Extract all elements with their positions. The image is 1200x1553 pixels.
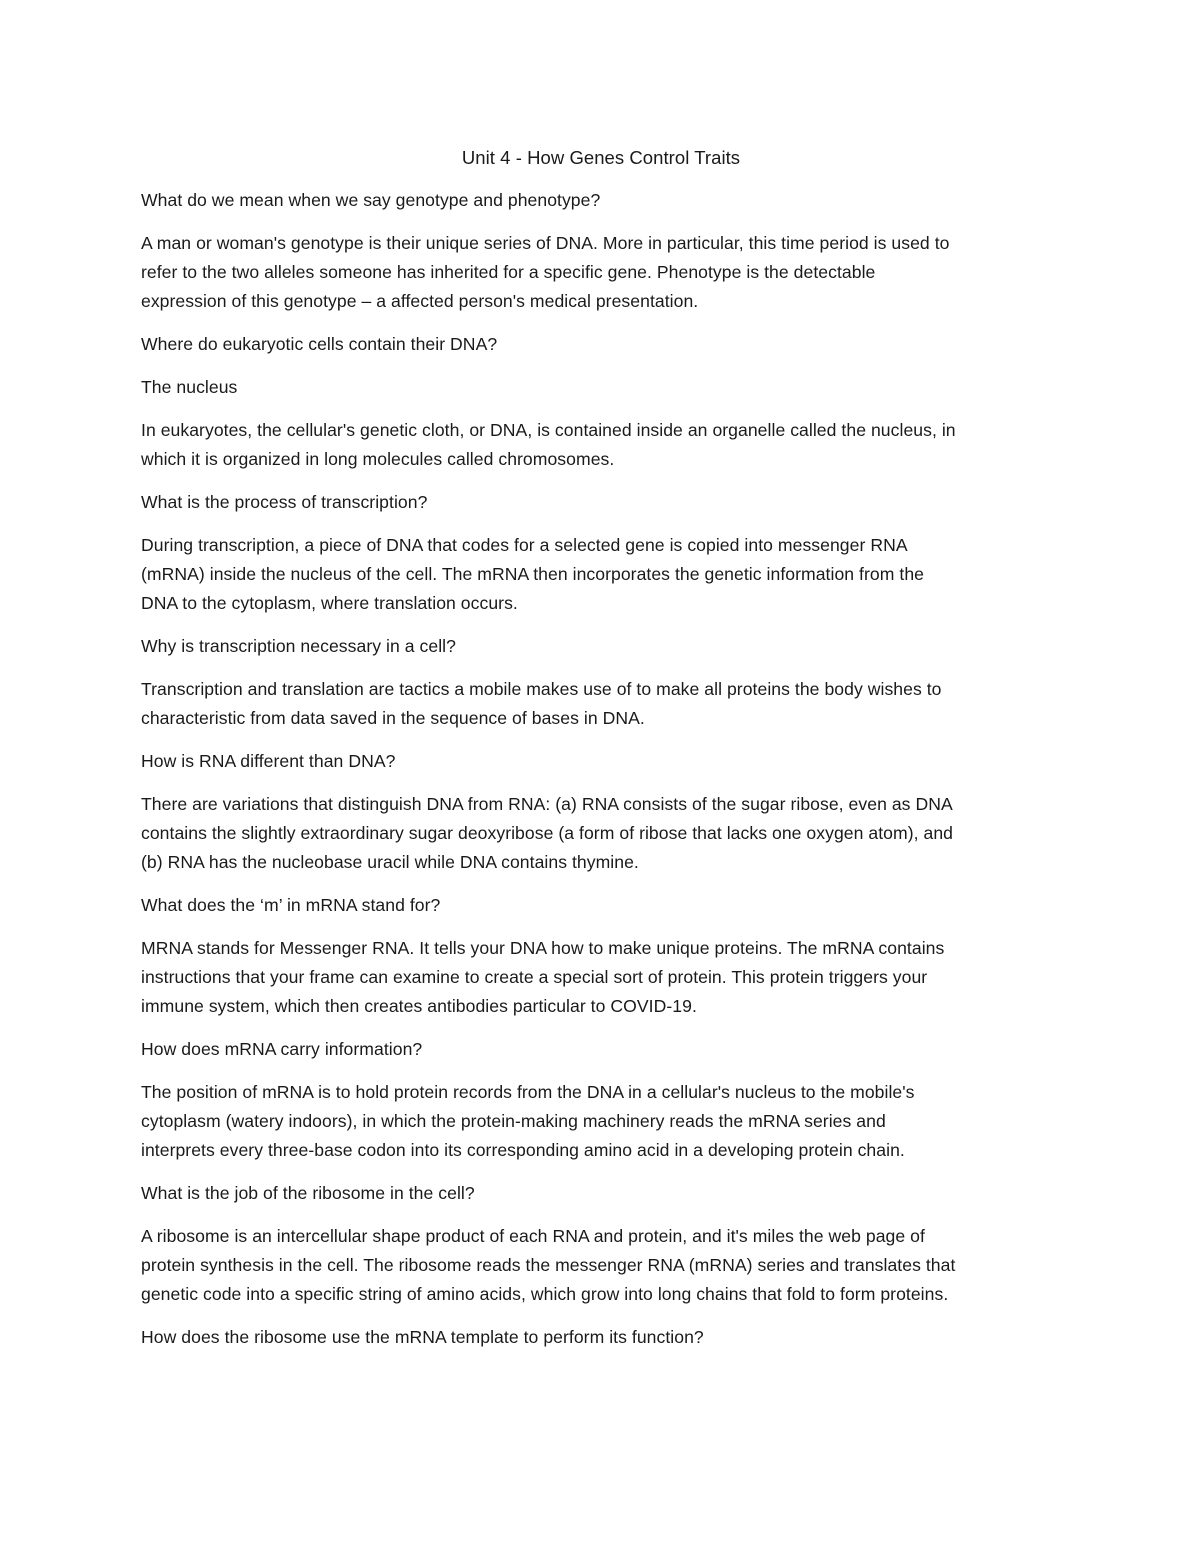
paragraph (141, 488, 1061, 517)
paragraph (141, 1035, 1061, 1064)
text-line: protein synthesis in the cell. The ribosome reads the messenger RNA (mRNA) series and translates that (141, 1255, 956, 1275)
text-line: DNA to the cytoplasm, where translation occurs. (141, 593, 518, 613)
text-line: A man or woman's genotype is their unique series of DNA. More in particular, this time period is used to (141, 233, 950, 253)
text-line: (b) RNA has the nucleobase uracil while DNA contains thymine. (141, 852, 639, 872)
paragraph (141, 416, 1061, 474)
paragraph (141, 1323, 1061, 1352)
text-line: cytoplasm (watery indoors), in which the protein-making machinery reads the mRNA series and (141, 1111, 886, 1131)
text-line: Transcription and translation are tactics a mobile makes use of to make all proteins the body wishes to (141, 679, 942, 699)
paragraph (141, 747, 1061, 776)
paragraph (141, 1179, 1061, 1208)
text-line: How does the ribosome use the mRNA template to perform its function? (141, 1327, 704, 1347)
text-line: expression of this genotype – a affected person's medical presentation. (141, 291, 699, 311)
text-line: The nucleus (141, 377, 238, 397)
text-line: contains the slightly extraordinary sugar deoxyribose (a form of ribose that lacks one oxygen atom), and (141, 823, 953, 843)
paragraph (141, 934, 1061, 1021)
paragraph (141, 531, 1061, 618)
text-line: During transcription, a piece of DNA that codes for a selected gene is copied into messenger RNA (141, 535, 908, 555)
paragraph (141, 632, 1061, 661)
paragraph (141, 1222, 1061, 1309)
paragraph (141, 891, 1061, 920)
text-line: genetic code into a specific string of amino acids, which grow into long chains that fold to form proteins. (141, 1284, 949, 1304)
text-line: What does the ‘m’ in mRNA stand for? (141, 895, 441, 915)
paragraph (141, 675, 1061, 733)
text-line: which it is organized in long molecules called chromosomes. (141, 449, 615, 469)
paragraph (141, 1078, 1061, 1165)
text-line: In eukaryotes, the cellular's genetic cloth, or DNA, is contained inside an organelle called the nucleus, in (141, 420, 956, 440)
text-line: characteristic from data saved in the sequence of bases in DNA. (141, 708, 645, 728)
text-line: There are variations that distinguish DNA from RNA: (a) RNA consists of the sugar ribose, even as DNA (141, 794, 953, 814)
text-line: The position of mRNA is to hold protein records from the DNA in a cellular's nucleus to the mobile's (141, 1082, 915, 1102)
text-line: interprets every three-base codon into its corresponding amino acid in a developing protein chain. (141, 1140, 905, 1160)
text-line: instructions that your frame can examine to create a special sort of protein. This protein triggers your (141, 967, 928, 987)
document-body (141, 143, 1061, 1366)
text-line: What is the process of transcription? (141, 492, 428, 512)
paragraph (141, 229, 1061, 316)
text-line: How is RNA different than DNA? (141, 751, 396, 771)
text-line: A ribosome is an intercellular shape product of each RNA and protein, and it's miles the web page of (141, 1226, 925, 1246)
paragraph (141, 186, 1061, 215)
text-line: What do we mean when we say genotype and phenotype? (141, 190, 601, 210)
text-line: Why is transcription necessary in a cell? (141, 636, 456, 656)
text-line: (mRNA) inside the nucleus of the cell. The mRNA then incorporates the genetic information from the (141, 564, 924, 584)
paragraph (141, 330, 1061, 359)
text-line: How does mRNA carry information? (141, 1039, 423, 1059)
text-line: refer to the two alleles someone has inherited for a specific gene. Phenotype is the detectable (141, 262, 876, 282)
paragraph (141, 790, 1061, 877)
text-line: Where do eukaryotic cells contain their DNA? (141, 334, 498, 354)
text-line: immune system, which then creates antibodies particular to COVID-19. (141, 996, 697, 1016)
paragraph-list (141, 186, 1061, 1352)
page-title: Unit 4 - How Genes Control Traits (461, 147, 741, 168)
text-line: What is the job of the ribosome in the cell? (141, 1183, 475, 1203)
text-line: MRNA stands for Messenger RNA. It tells your DNA how to make unique proteins. The mRNA contains (141, 938, 945, 958)
paragraph (141, 373, 1061, 402)
